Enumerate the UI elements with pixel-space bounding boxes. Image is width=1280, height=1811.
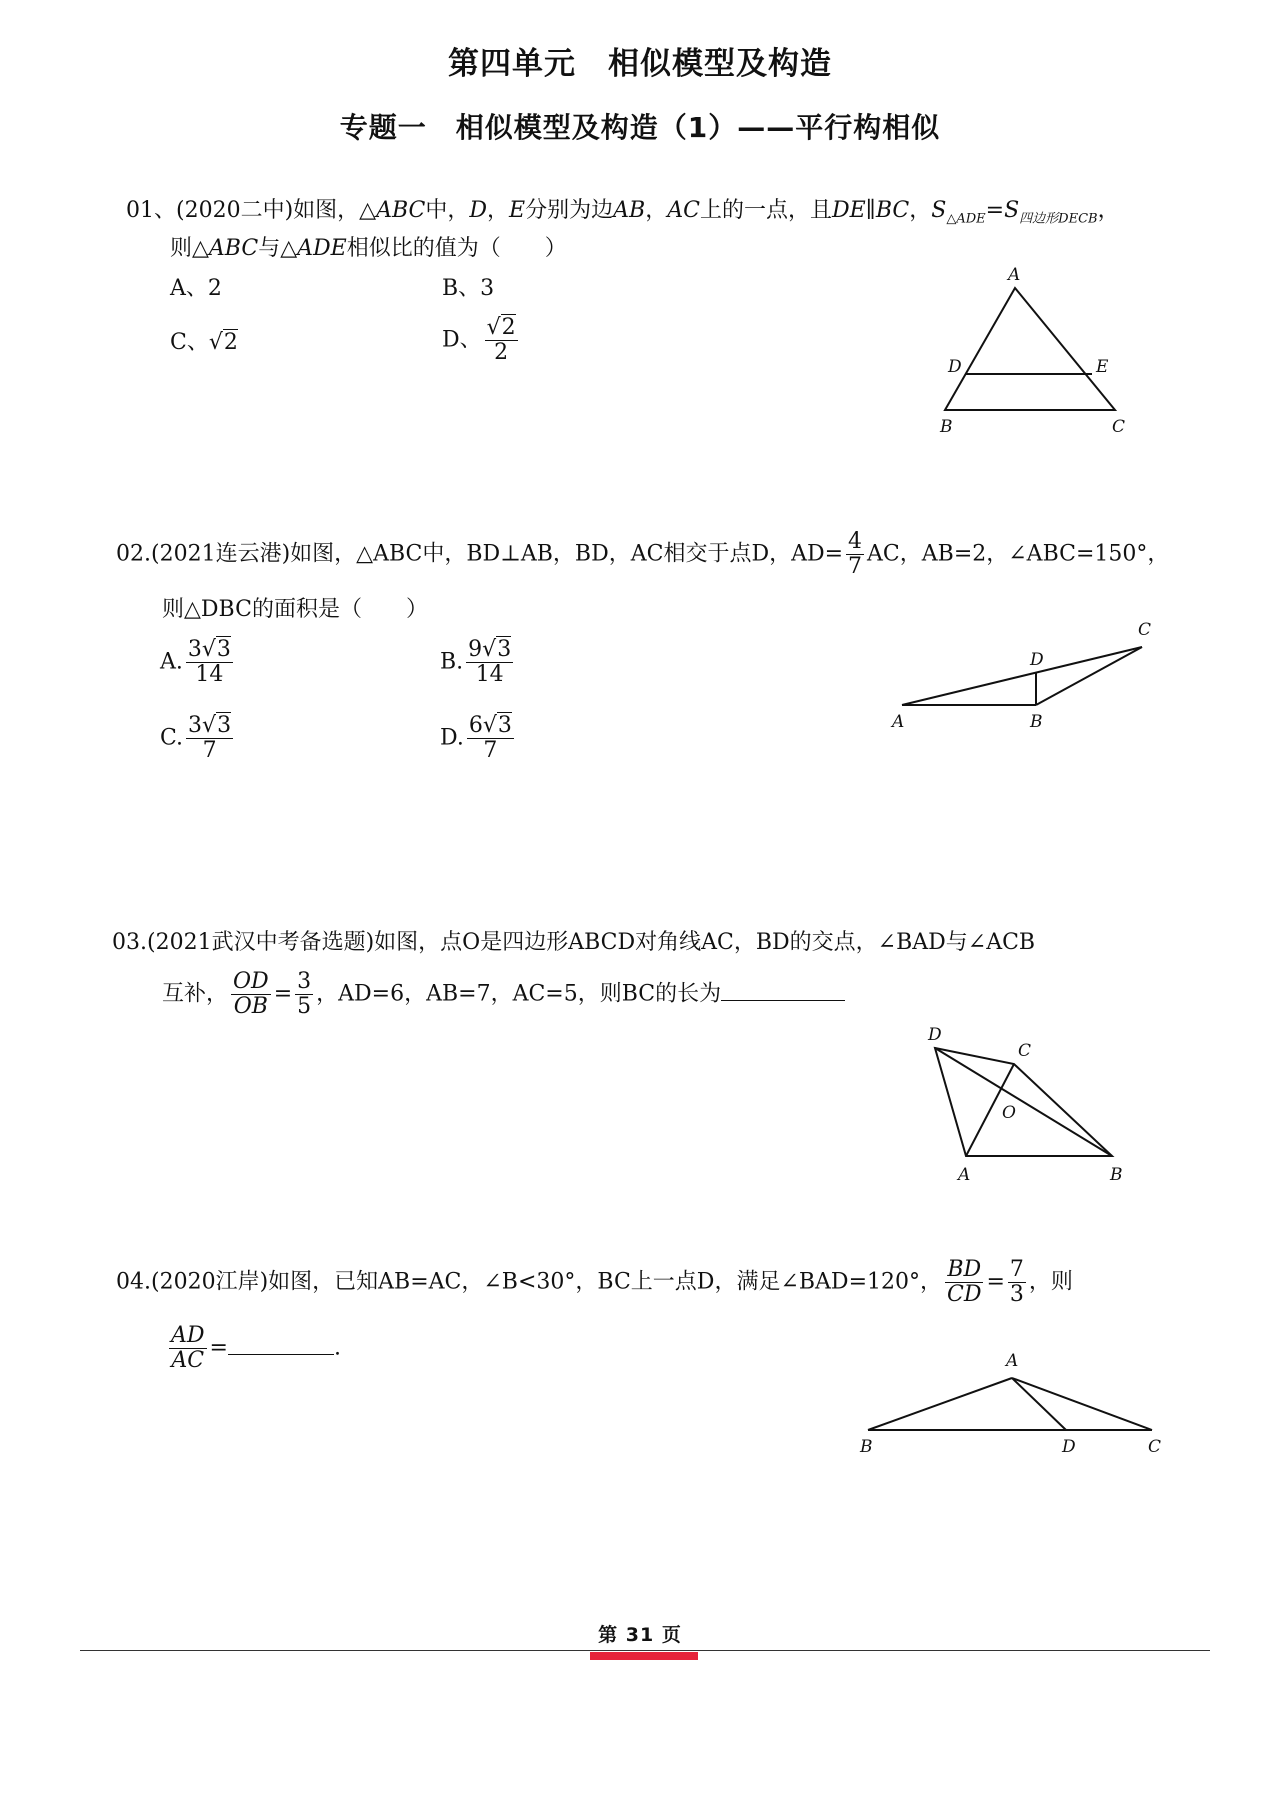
label-b: B: [860, 1437, 873, 1457]
q2-line1: 02.(2021连云港)如图，△ABC中，BD⊥AB，BD，AC相交于点D，AD= $\frac{4}{7}$ AC，AB=2，∠ABC=150°，: [116, 529, 1170, 580]
label-a: A: [1006, 1351, 1019, 1371]
label-b: B: [1030, 712, 1043, 732]
label-d: D: [1062, 1437, 1076, 1457]
q4-line2: $\frac{AD}{AC}$ = .: [171, 1323, 341, 1374]
q1-line2: 则△ABC与△ADE相似比的值为（ ）: [170, 236, 567, 261]
label-d: D: [1030, 650, 1044, 670]
triangle-abc-isosceles: [868, 1378, 1152, 1430]
unit-title: 第四单元 相似模型及构造: [448, 46, 832, 82]
q3-line1: 03.(2021武汉中考备选题)如图，点O是四边形ABCD对角线AC，BD的交点，∠BAD与∠ACB: [112, 930, 1036, 955]
label-c: C: [1112, 417, 1126, 437]
triangle-abc: [945, 288, 1115, 410]
q2-choice-a: A. $\frac{3√3}{14}$: [160, 637, 231, 688]
q3-answer-blank[interactable]: [721, 978, 845, 1001]
q2-choice-b: B. $\frac{9√3}{14}$: [440, 637, 512, 688]
q2-figure: [880, 615, 1170, 735]
topic-title: 专题一 相似模型及构造（1）——平行构相似: [339, 111, 941, 144]
label-b: B: [1110, 1165, 1123, 1185]
q1-choice-b: B、3: [442, 276, 495, 301]
q2-line2: 则△DBC的面积是（ ）: [162, 597, 428, 622]
q1-line1: 01、(2020二中)如图，△ABC中，D，E分别为边AB，AC上的一点，且DE∥BC，$S_{\triangle ADE}=S_{四边形DECB}$，: [126, 198, 1120, 227]
label-c: C: [1148, 1437, 1162, 1457]
label-b: B: [940, 417, 953, 437]
q3-line2: 互补， $\frac{OD}{OB}$ = $\frac{3}{5}$ ，AD=6，AB=7，AC=5，则BC的长为: [162, 970, 845, 1019]
page-number: 第 31 页: [598, 1624, 682, 1646]
q1-number: 01、: [126, 198, 176, 223]
q4-line1: 04.(2020江岸)如图，已知AB=AC，∠B<30°，BC上一点D，满足∠BAD=120°， $\frac{BD}{CD}$ = $\frac{7}{3}$ ，则: [116, 1257, 1073, 1308]
label-a: A: [892, 712, 905, 732]
label-d: D: [928, 1025, 942, 1045]
label-d: D: [948, 357, 962, 377]
footer-accent-bar: [590, 1652, 698, 1660]
q1-figure: [920, 260, 1140, 445]
label-a: A: [958, 1165, 971, 1185]
q3-figure: [910, 1020, 1150, 1190]
q1-choice-c: C、√2: [170, 330, 238, 355]
triangle-abc-obtuse: [902, 647, 1142, 705]
q1-choice-d: D、 $\frac{√2}{2}$: [442, 315, 516, 366]
label-e: E: [1096, 357, 1109, 377]
label-o: O: [1002, 1103, 1016, 1123]
q4-figure: [856, 1338, 1176, 1460]
label-a: A: [1008, 265, 1021, 285]
q2-choice-c: C. $\frac{3√3}{7}$: [160, 713, 232, 764]
label-c: C: [1018, 1041, 1032, 1061]
q4-answer-blank[interactable]: [228, 1332, 334, 1355]
footer-rule: [80, 1650, 1210, 1651]
label-c: C: [1138, 620, 1152, 640]
q1-source: (2020二中): [176, 198, 294, 223]
quadrilateral-abcd: [935, 1048, 1112, 1156]
q1-choice-a: A、2: [170, 276, 222, 301]
q2-choice-d: D. $\frac{6√3}{7}$: [440, 713, 512, 764]
